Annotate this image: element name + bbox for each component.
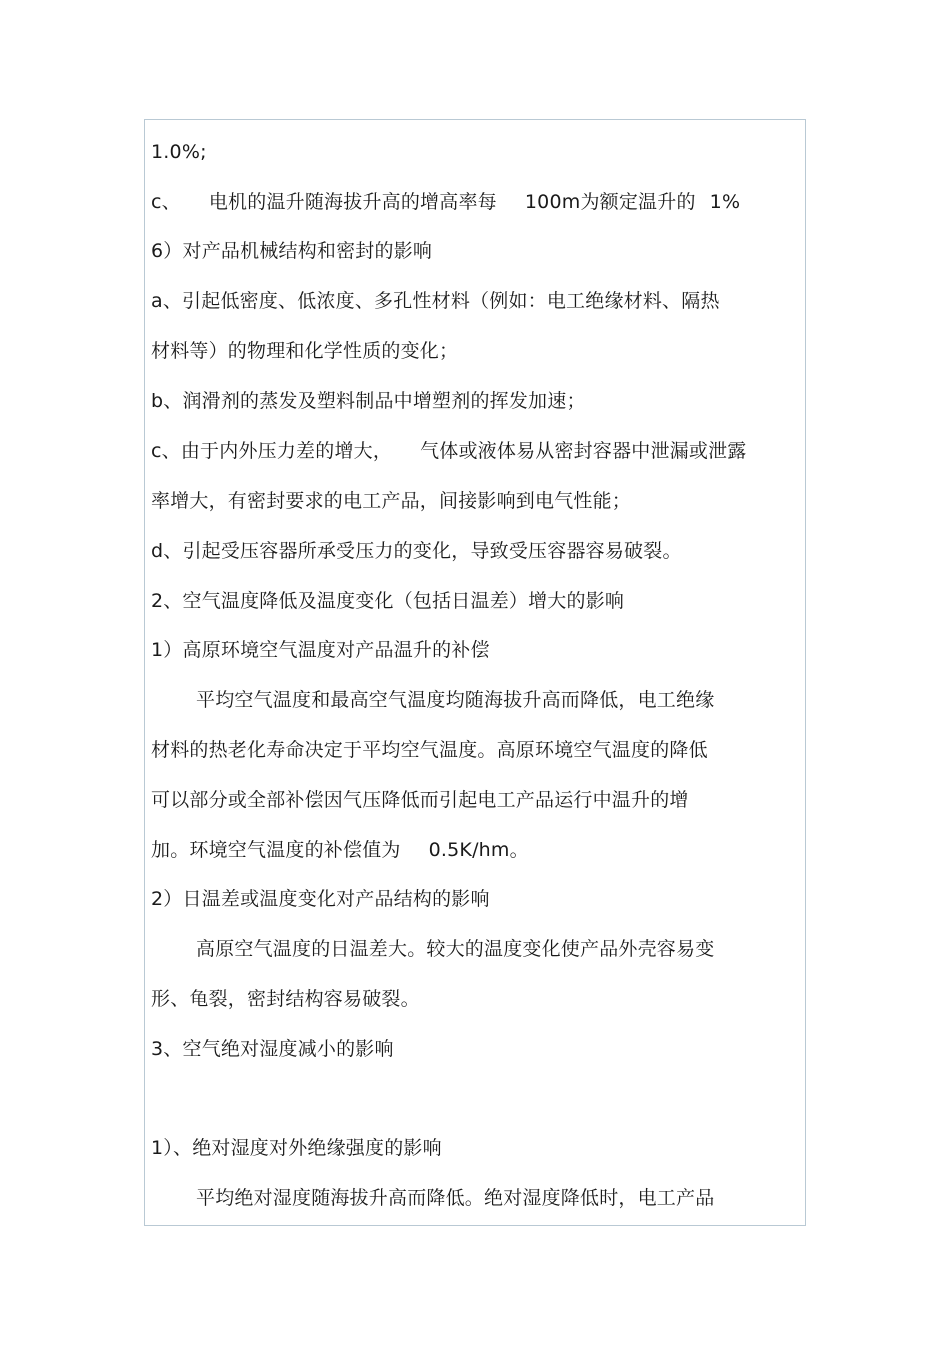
paragraph-line: 平均空气温度和最高空气温度均随海拔升高而降低，电工绝缘 <box>196 689 715 711</box>
paragraph-line: 可以部分或全部补偿因气压降低而引起电工产品运行中温升的增 <box>151 789 689 811</box>
section-heading: 1）、绝对湿度对外绝缘强度的影响 <box>151 1137 442 1159</box>
paragraph-line: 高原空气温度的日温差大。较大的温度变化使产品外壳容易变 <box>196 938 715 960</box>
text-line: d、引起受压容器所承受压力的变化，导致受压容器容易破裂。 <box>151 540 682 562</box>
text-line: 率增大，有密封要求的电工产品，间接影响到电气性能； <box>151 490 632 512</box>
paragraph-line: 加。环境空气温度的补偿值为 0.5K/hm。 <box>151 839 529 861</box>
paragraph-line: 形、龟裂，密封结构容易破裂。 <box>151 988 420 1010</box>
text-line: 材料等）的物理和化学性质的变化； <box>151 340 459 362</box>
text-line: 1.0%; <box>151 141 207 163</box>
paragraph-line: 材料的热老化寿命决定于平均空气温度。高原环境空气温度的降低 <box>151 739 708 761</box>
section-heading: 2）日温差或温度变化对产品结构的影响 <box>151 888 490 910</box>
section-heading: 1）高原环境空气温度对产品温升的补偿 <box>151 639 490 661</box>
paragraph-line: 平均绝对湿度随海拔升高而降低。绝对湿度降低时，电工产品 <box>196 1187 715 1209</box>
document-page <box>144 119 806 1226</box>
text-line: c、 电机的温升随海拔升高的增高率每 100m为额定温升的 1% <box>151 191 741 213</box>
section-heading: 3、空气绝对湿度减小的影响 <box>151 1038 394 1060</box>
text-line: a、引起低密度、低浓度、多孔性材料（例如：电工绝缘材料、隔热 <box>151 290 720 312</box>
text-line: b、润滑剂的蒸发及塑料制品中增塑剂的挥发加速； <box>151 390 586 412</box>
section-heading: 6）对产品机械结构和密封的影响 <box>151 240 433 262</box>
section-heading: 2、空气温度降低及温度变化（包括日温差）增大的影响 <box>151 590 625 612</box>
text-line: c、由于内外压力差的增大， 气体或液体易从密封容器中泄漏或泄露 <box>151 440 747 462</box>
